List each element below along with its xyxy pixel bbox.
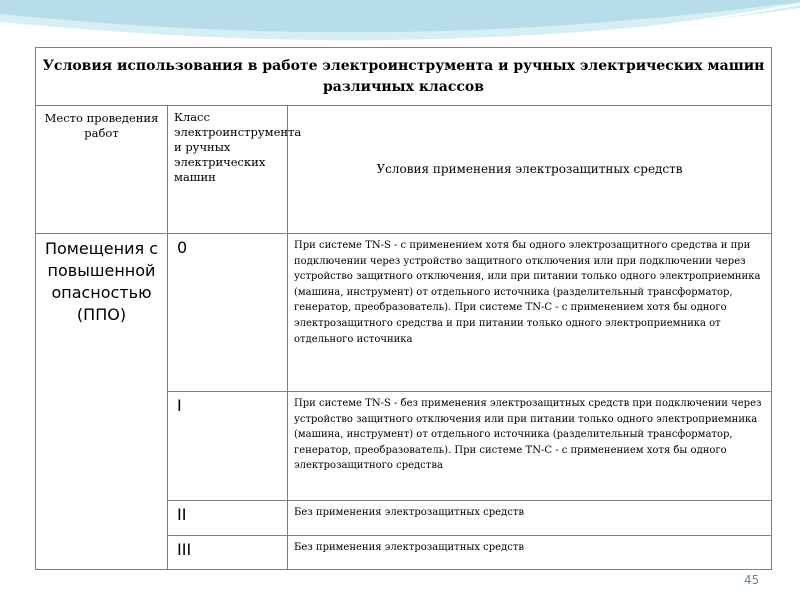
header-conditions: Условия применения электрозащитных средств: [288, 106, 772, 234]
page-number: 45: [744, 573, 760, 587]
conditions-table: [35, 47, 772, 570]
class-cell-1: I: [168, 392, 288, 501]
conditions-cell-0: При системе TN-S - с применением хотя бы одного электрозащитного средства и при подключении через устройство защитного отключения или при подключении через устройство защитного отключения, или при питании только одного электроприемника (машина, инструмент) от отдельного источника (разделительный трансформатор, генератор, преобразователь). При системе TN-C - с применением хотя бы одного электрозащитного средства и при питании только одного электроприемника от отдельного источника: [288, 234, 772, 392]
conditions-cell-3: Без применения электрозащитных средств: [288, 536, 772, 570]
class-cell-3: III: [168, 536, 288, 570]
header-place: Место проведения работ: [36, 106, 168, 234]
conditions-cell-2: Без применения электрозащитных средств: [288, 501, 772, 536]
place-cell: Помещения с повышенной опасностью (ППО): [36, 234, 168, 570]
class-cell-2: II: [168, 501, 288, 536]
header-class: Класс электроинструмента и ручных электрических машин: [168, 106, 288, 234]
class-cell-0: 0: [168, 234, 288, 392]
table-title: Условия использования в работе электроинструмента и ручных электрических машин различных классов: [36, 48, 772, 106]
conditions-cell-1: При системе TN-S - без применения электрозащитных средств при подключении через устройство защитного отключения или при питании только одного электроприемника (машина, инструмент) от отдельного источника (разделительный трансформатор, генератор, преобразователь). При системе TN-C - с применением хотя бы одного электрозащитного средства: [288, 392, 772, 501]
